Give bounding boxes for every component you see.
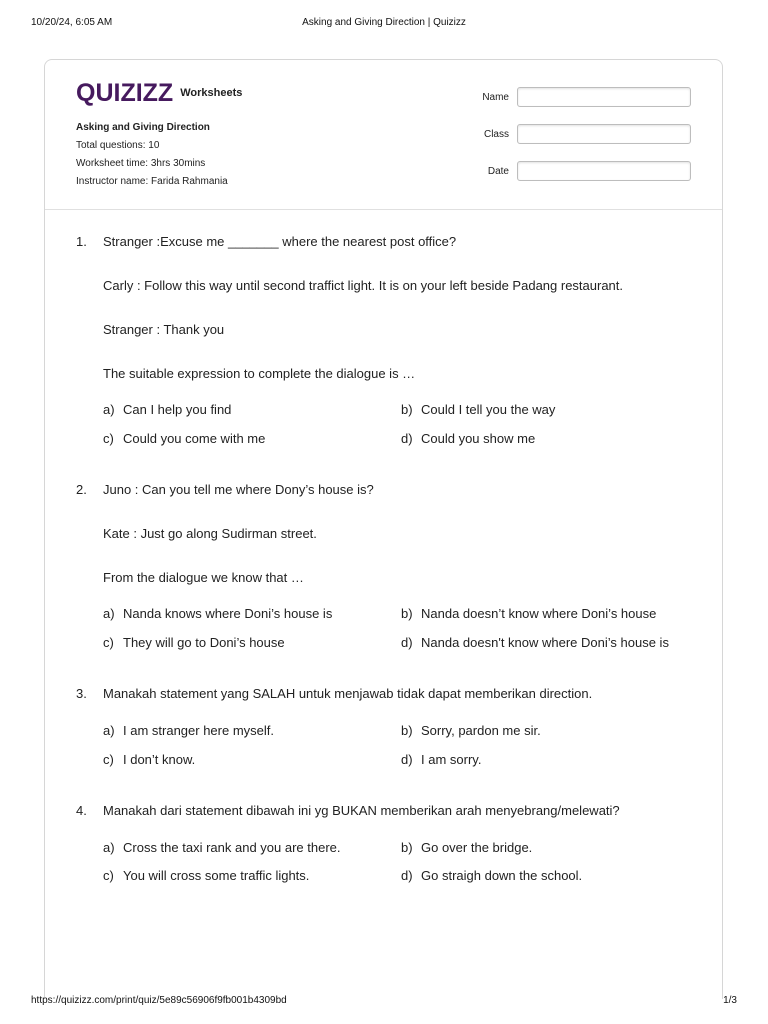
total-questions: Total questions: 10 [76,140,160,151]
worksheet-meta [76,119,228,191]
print-header [0,17,768,31]
option-2c [103,635,285,650]
option-letter: c) [103,635,114,650]
option-text: Can I help you find [123,402,232,417]
option-3c [103,752,195,767]
option-text: Go straigh down the school. [421,868,583,883]
question-number: 3. [76,686,87,701]
question-text: Manakah dari statement dibawah ini yg BUKAN memberikan arah menyebrang/melewati? [103,803,620,818]
option-letter: a) [103,606,115,621]
option-letter: d) [401,752,413,767]
instructor-name: Instructor name: Farida Rahmania [76,176,228,187]
worksheet-header [45,60,722,210]
option-letter: a) [103,402,115,417]
option-4b [401,840,532,855]
page-number: 1/3 [723,995,737,1006]
option-text: Go over the bridge. [421,840,533,855]
date-field-row [473,160,691,182]
name-label: Name [482,91,509,103]
option-letter: b) [401,840,413,855]
quiz-title: Asking and Giving Direction [76,122,210,133]
option-text: Could I tell you the way [421,402,556,417]
option-letter: d) [401,635,413,650]
option-text: Could you show me [421,431,536,446]
option-1d [401,431,535,446]
option-text: Cross the taxi rank and you are there. [123,840,341,855]
option-4d [401,868,582,883]
option-letter: b) [401,723,413,738]
option-letter: d) [401,868,413,883]
option-letter: c) [103,868,114,883]
brand [76,80,242,106]
question-number: 2. [76,482,87,497]
question-number: 4. [76,803,87,818]
option-letter: c) [103,752,114,767]
option-3a [103,723,274,738]
option-2b [401,606,656,621]
question-text: Manakah statement yang SALAH untuk menjawab tidak dapat memberikan direction. [103,686,593,701]
question-text: Juno : Can you tell me where Dony’s house is? [103,482,374,497]
option-text: You will cross some traffic lights. [123,868,310,883]
option-text: They will go to Doni’s house [123,635,285,650]
question-text: From the dialogue we know that … [103,570,304,585]
option-2d [401,635,669,650]
option-3b [401,723,541,738]
option-letter: b) [401,606,413,621]
print-timestamp: 10/20/24, 6:05 AM [31,17,113,28]
option-4a [103,840,341,855]
class-field[interactable] [517,124,691,144]
print-page-title: Asking and Giving Direction | Quizizz [302,17,466,28]
question-text: Carly : Follow this way until second traffict light. It is on your left beside Padang restaurant. [103,278,624,293]
option-1c [103,431,265,446]
question-text: Stranger : Thank you [103,322,225,337]
option-text: I am stranger here myself. [123,723,274,738]
quizizz-logo: QUIZIZZ [76,79,174,107]
date-field[interactable] [517,161,691,181]
name-field[interactable] [517,87,691,107]
print-footer [0,995,768,1009]
option-text: I am sorry. [421,752,482,767]
worksheet-time: Worksheet time: 3hrs 30mins [76,158,206,169]
question-text: Kate : Just go along Sudirman street. [103,526,317,541]
option-4c [103,868,309,883]
option-text: Nanda knows where Doni’s house is [123,606,333,621]
question-number: 1. [76,234,87,249]
option-text: Nanda doesn't know where Doni’s house is [421,635,669,650]
question-text: The suitable expression to complete the dialogue is … [103,366,416,381]
option-text: Nanda doesn’t know where Doni’s house [421,606,657,621]
option-letter: d) [401,431,413,446]
class-field-row [473,123,691,145]
option-letter: a) [103,723,115,738]
option-text: Could you come with me [123,431,266,446]
option-letter: b) [401,402,413,417]
date-label: Date [487,165,509,177]
option-1a [103,402,231,417]
option-text: Sorry, pardon me sir. [421,723,541,738]
option-letter: c) [103,431,114,446]
worksheet [44,59,723,999]
option-2a [103,606,332,621]
option-3d [401,752,481,767]
print-url: https://quizizz.com/print/quiz/5e89c56906f9fb001b4309bd [31,995,287,1006]
option-letter: a) [103,840,115,855]
brand-subtitle: Worksheets [180,87,243,99]
question-text: Stranger :Excuse me _______ where the nearest post office? [103,234,457,249]
name-field-row [473,86,691,108]
option-text: I don’t know. [123,752,196,767]
option-1b [401,402,555,417]
class-label: Class [483,128,509,140]
